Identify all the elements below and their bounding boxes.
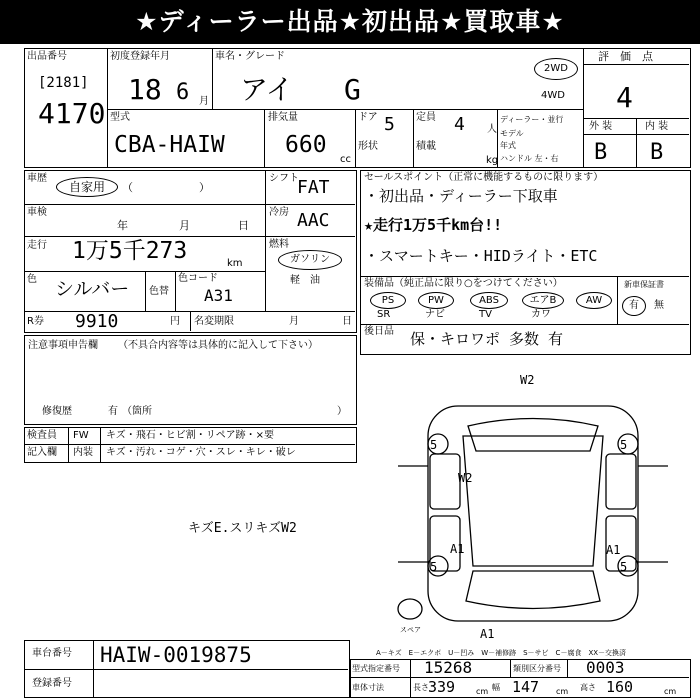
spec-label: 型式指定番号 — [352, 664, 400, 673]
score-int: B — [650, 140, 664, 165]
inspection-month: 月 — [179, 219, 190, 232]
history-value: 自家用 — [56, 177, 118, 197]
capacity-value: 4 — [454, 114, 465, 135]
length-label: 長さ — [413, 683, 429, 692]
mark-5-fr: 5 — [620, 438, 628, 452]
displacement-value: 660 — [285, 132, 327, 158]
car-body-outline — [428, 406, 638, 621]
name-change-month: 月 — [289, 316, 299, 327]
mark-5-rl: 5 — [430, 560, 438, 574]
chassis-label: 車台番号 — [32, 648, 72, 659]
inspector-row1: キズ・飛石・ヒビ割・リペア跡・×要 — [106, 430, 274, 441]
mark-a1-left: A1 — [450, 542, 465, 556]
doors-value: 5 — [384, 114, 395, 135]
inspector-label-1: 検査員 — [27, 430, 57, 441]
color-code-label: 色コード — [178, 273, 218, 284]
car-grade: G — [344, 73, 361, 106]
height-unit: cm — [664, 687, 677, 696]
ac-label: 冷房 — [269, 207, 289, 218]
repair-place: （箇所 — [122, 406, 152, 417]
car-windshield — [468, 419, 598, 452]
length-unit: cm — [476, 687, 489, 696]
mark-a1-right: A1 — [606, 543, 621, 557]
model-year-label: モデル — [500, 129, 524, 138]
name-change-label: 名変期限 — [194, 316, 234, 327]
equip-abs: ABS — [470, 292, 508, 309]
spare-tire — [398, 599, 422, 619]
model-label: 型式 — [110, 112, 130, 123]
equip-sr: SR — [377, 309, 391, 320]
repair-yes: 有 — [108, 406, 118, 417]
width-unit: cm — [556, 687, 569, 696]
repair-close: ） — [337, 406, 347, 417]
first-reg-month-unit: 月 — [199, 96, 209, 107]
color-code: A31 — [204, 286, 233, 305]
shift-label: シフト — [269, 173, 299, 184]
recycle-label: R券 — [27, 316, 44, 327]
length-value: 339 — [428, 678, 456, 696]
notes-sub: （不具合内容等は具体的に記入して下さい） — [118, 340, 318, 351]
sales-point-line-2: ★走行1万5千km台!! — [364, 216, 503, 234]
loading-unit: kg — [486, 155, 499, 166]
damage-legend: A－キズ E－エクボ U－凹み W－補修跡 S－サビ C－腐食 XX－交換済 — [376, 649, 627, 657]
shape-label: 形状 — [358, 141, 378, 152]
height-label: 高さ — [580, 683, 596, 692]
lot-number: 4170 — [38, 97, 106, 130]
rear-items-value: 保・キロワポ 多数 有 — [410, 330, 564, 348]
spare-label: スペア — [400, 626, 421, 634]
inspector-memo: キズE.スリキズW2 — [188, 521, 297, 536]
height-value: 160 — [606, 678, 634, 696]
rear-items-label: 後日品 — [364, 326, 394, 337]
inspector-label-2: 記入欄 — [27, 447, 57, 458]
repaint-label: 色替 — [149, 286, 169, 297]
header-banner: ★ディーラー出品★初出品★買取車★ — [0, 0, 700, 44]
fuel-light-oil: 軽 油 — [290, 275, 320, 286]
year-label: 年式 — [500, 141, 516, 150]
model-value: CBA-HAIW — [114, 132, 225, 158]
first-reg-label: 初度登録年月 — [110, 51, 170, 62]
mark-w2-top: W2 — [520, 373, 535, 387]
notes-label: 注意事項申告欄 — [28, 340, 98, 351]
equip-tv: TV — [479, 309, 492, 320]
score-label: 評 価 点 — [598, 50, 653, 63]
recycle-value: 9910 — [75, 311, 119, 332]
car-name: アイ — [240, 73, 294, 106]
recycle-unit: 円 — [170, 316, 180, 327]
new-warranty-label: 新車保証書 — [624, 280, 664, 289]
score-value: 4 — [616, 81, 633, 114]
shift-value: FAT — [297, 177, 330, 198]
front-left-door — [430, 454, 460, 509]
equipment-label: 装備品（純正品に限り○をつけてください） — [364, 278, 563, 289]
chassis-value: HAIW-0019875 — [100, 643, 252, 667]
lot-code: [2181] — [38, 75, 89, 91]
inspection-label: 車検 — [27, 207, 47, 218]
inspection-day: 日 — [238, 219, 249, 232]
history-label: 車歴 — [27, 173, 47, 184]
inspection-year: 年 — [117, 219, 128, 232]
mark-w2-roof: W2 — [458, 471, 473, 485]
equip-navi: ナビ — [425, 309, 445, 320]
mileage-unit: km — [227, 258, 243, 269]
car-diagram — [368, 366, 688, 646]
inspector-row1-head: FW — [73, 430, 89, 441]
spec-value: 15268 — [424, 658, 473, 677]
mark-5-fl: 5 — [430, 438, 438, 452]
first-reg-year: 18 — [128, 73, 162, 106]
capacity-label: 定員 — [416, 112, 436, 123]
color-label: 色 — [27, 274, 37, 285]
width-value: 147 — [512, 678, 540, 696]
sales-point-line-3: ・スマートキー・HIDライト・ETC — [364, 247, 598, 265]
sales-points-label: セールスポイント（正常に機能するものに限ります） — [364, 172, 604, 183]
mark-5-rr: 5 — [620, 560, 628, 574]
class-label: 類別区分番号 — [513, 664, 561, 673]
car-roof — [463, 436, 603, 566]
history-paren: （ ） — [122, 181, 210, 194]
score-ext: B — [594, 140, 608, 165]
equip-ps: PS — [370, 292, 406, 309]
car-rear-window — [466, 571, 600, 609]
name-change-day: 日 — [342, 316, 352, 327]
mileage-label: 走行 — [27, 240, 47, 251]
registration-label: 登録番号 — [32, 678, 72, 689]
score-ext-label: 外 装 — [589, 121, 613, 132]
ac-value: AAC — [297, 210, 330, 231]
car-name-label: 車名・グレード — [215, 51, 285, 62]
fuel-label: 燃料 — [269, 239, 289, 250]
repair-label: 修復歴 — [42, 406, 72, 417]
equip-aw: AW — [576, 292, 612, 309]
doors-label: ドア — [358, 112, 378, 123]
loading-label: 積載 — [416, 141, 436, 152]
mark-a1-bottom: A1 — [480, 627, 495, 641]
mileage-value: 1万5千273 — [72, 238, 188, 264]
lot-label: 出品番号 — [27, 51, 67, 62]
displacement-unit: cc — [340, 154, 351, 165]
sales-point-line-1: ・初出品・ディーラー下取車 — [364, 187, 558, 205]
equip-airbag: エアB — [522, 292, 564, 309]
handle-label: ハンドル 左・右 — [500, 154, 559, 163]
equip-pw: PW — [418, 292, 454, 309]
dealer-label: ディーラー・並行 — [500, 115, 564, 124]
warranty-no: 無 — [654, 300, 664, 311]
color-value: シルバー — [55, 278, 130, 300]
drive-4wd: 4WD — [541, 90, 565, 101]
drive-2wd: 2WD — [534, 58, 578, 80]
displacement-label: 排気量 — [268, 112, 298, 123]
size-label: 車体寸法 — [352, 683, 384, 692]
class-value: 0003 — [586, 658, 625, 677]
warranty-yes: 有 — [622, 296, 646, 316]
capacity-unit: 人 — [487, 124, 497, 135]
front-right-door — [606, 454, 636, 509]
first-reg-month: 6 — [176, 80, 190, 105]
score-int-label: 内 装 — [645, 121, 669, 132]
fuel-value: ガソリン — [278, 250, 342, 270]
equip-leather: カワ — [531, 309, 551, 320]
width-label: 幅 — [492, 683, 500, 692]
inspector-row2: キズ・汚れ・コゲ・穴・スレ・キレ・破レ — [106, 447, 296, 458]
inspector-row2-head: 内装 — [73, 447, 93, 458]
